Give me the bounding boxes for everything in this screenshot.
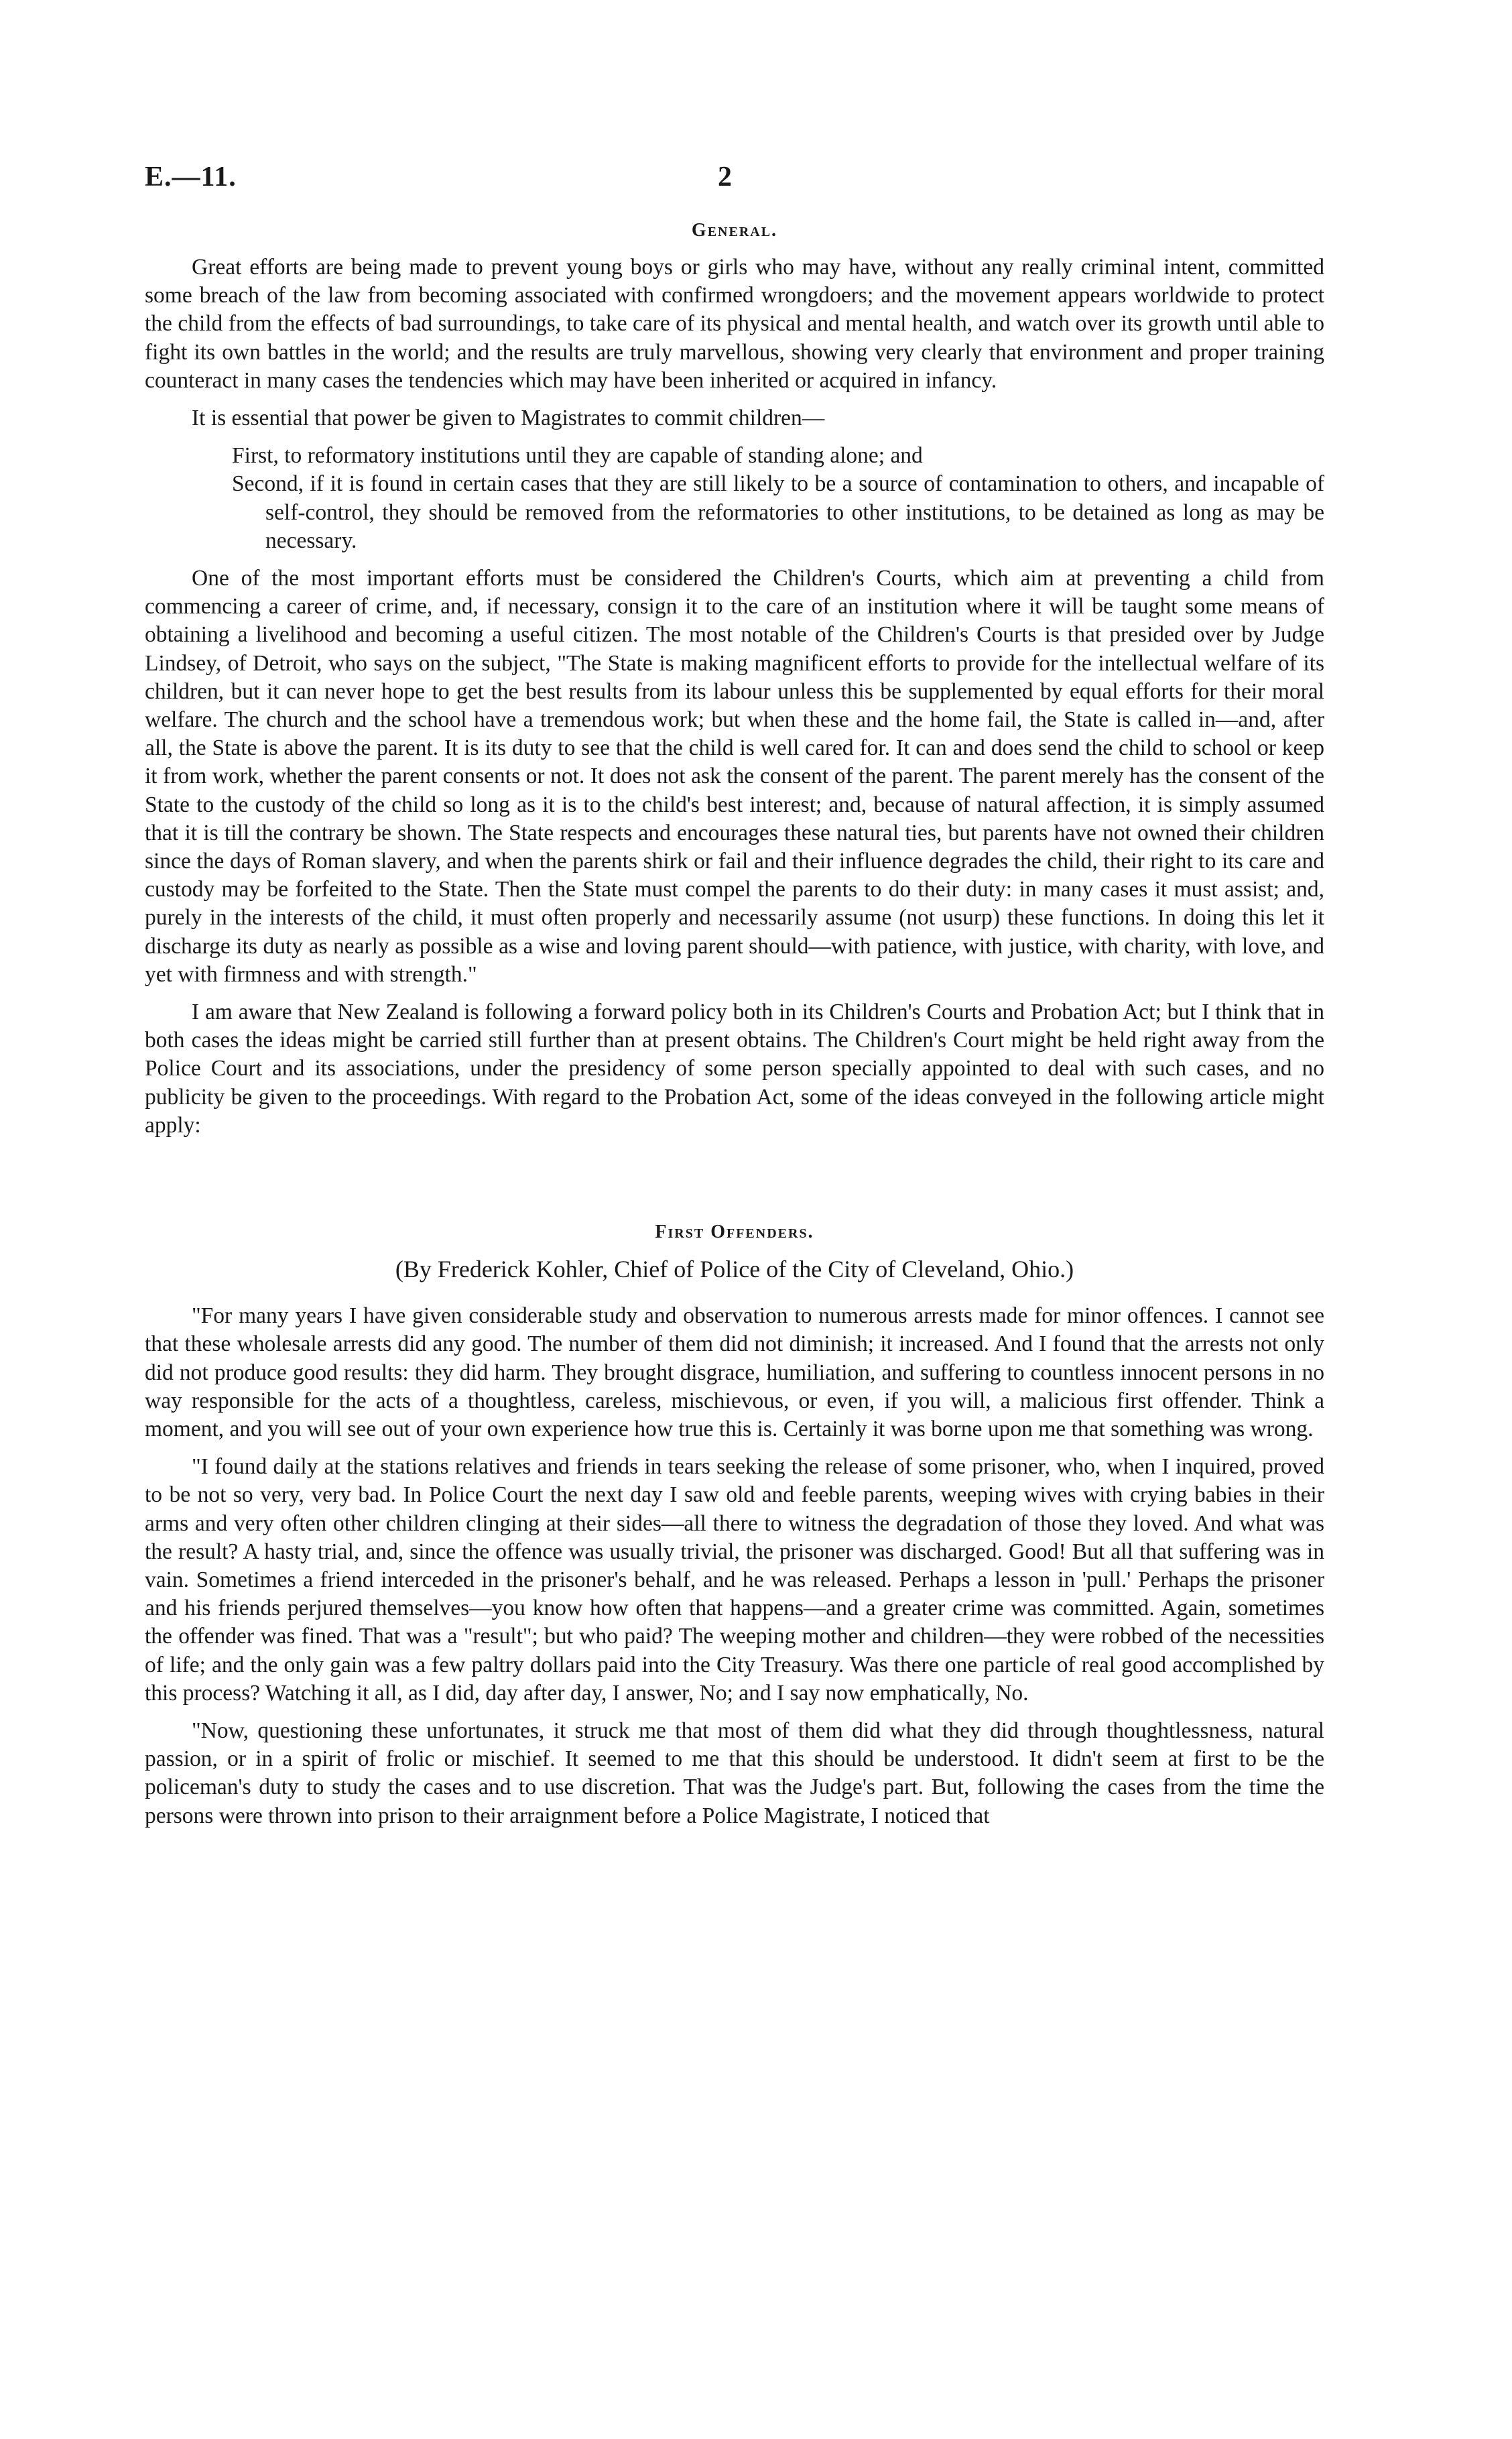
section-spacer [145, 1149, 1324, 1209]
commit-children-list [145, 442, 1324, 555]
general-paragraph-1: Great efforts are being made to prevent young boys or girls who may have, without any really criminal intent, committed some breach of the law from becoming associated with confirmed wrongdoers; and the movement appears worldwide to protect the child from the effects of bad surroundings, to take care of its physical and mental health, and watch over its growth until able to fight its own battles in the world; and the results are truly marvellous, showing very clearly that environment and proper training counteract in many cases the tendencies which may have been inherited or acquired in infancy. [145, 255, 1324, 393]
section-heading-general: General. [691, 220, 778, 241]
general-paragraph-4: I am aware that New Zealand is following a forward policy both in its Children's Courts and Probation Act; but I think that in both cases the ideas might be carried still further than at present obtains. The Children's Court might be held right away from the Police Court and its associations, under the presidency of some person specially appointed to deal with such cases, and no publicity be given to the proceedings. With regard to the Probation Act, some of the ideas conveyed in the following article might apply: [145, 1000, 1324, 1138]
document-reference: E.—11. [145, 162, 237, 192]
first-offenders-paragraph-2: "I found daily at the stations relatives and friends in tears seeking the release of some prisoner, who, when I inquired, proved to be not so very, very bad. In Police Court the next day I saw old and feeble parents, weeping wives with crying babies in their arms and very often other children clinging at their sides—all there to witness the degradation of those they loved. And what was the result? A hasty trial, and, since the offence was usually trivial, the prisoner was discharged. Good! But all that suffering was in vain. Sometimes a friend interceded in the prisoner's behalf, and he was released. Perhaps a lesson in 'pull.' Perhaps the prisoner and his friends perjured themselves—you know how often that happens—and a greater crime was committed. Again, sometimes the offender was fined. That was a "result"; but who paid? The weeping mother and children—they were robbed of the necessities of life; and the only gain was a few paltry dollars paid into the City Treasury. Was there one particle of real good accomplished by this process? Watching it all, as I did, day after day, I answer, No; and I say now emphatically, No. [145, 1454, 1324, 1706]
list-item: First, to reformatory institutions until they are capable of standing alone; and [232, 443, 923, 469]
document-page [145, 161, 1324, 1840]
general-paragraph-2: It is essential that power be given to Magistrates to commit children— [192, 406, 825, 431]
page-header [145, 161, 1324, 208]
page-number: 2 [718, 162, 732, 192]
section-heading-first-offenders: First Offenders. [655, 1222, 814, 1243]
general-paragraph-3: One of the most important efforts must be considered the Children's Courts, which aim at preventing a child from commencing a career of crime, and, if necessary, consign it to the care of an institution where it will be taught some means of obtaining a livelihood and becoming a useful citizen. The most notable of the Children's Courts is that presided over by Judge Lindsey, of Detroit, who says on the subject, "The State is making magnificent efforts to provide for the intellectual welfare of its children, but it can never hope to get the best results from its labour unless this be supplemented by equal efforts for their moral welfare. The church and the school have a tremendous work; but when these and the home fail, the State is called in—and, after all, the State is above the parent. It is its duty to see that the child is well cared for. It can and does send the child to school or keep it from work, whether the parent consents or not. It does not ask the consent of the parent. The parent merely has the consent of the State to the custody of the child so long as it is to the child's best interest; and, because of natural affection, it is simply assumed that it is till the contrary be shown. The State respects and encourages these natural ties, but parents have not owned their children since the days of Roman slavery, and when the parents shirk or fail and their influence degrades the child, their right to its care and custody may be forfeited to the State. Then the State must compel the parents to do their duty: in many cases it must assist; and, purely in the interests of the child, it must often properly and necessarily assume (not usurp) these functions. In doing this let it discharge its duty as nearly as possible as a wise and loving parent should—with patience, with justice, with charity, with love, and yet with firmness and with strength." [145, 566, 1324, 987]
article-byline: (By Frederick Kohler, Chief of Police of the City of Cleveland, Ohio.) [395, 1256, 1074, 1283]
list-item: Second, if it is found in certain cases that they are still likely to be a source of contamination to others, and incapable of self-control, they should be removed from the reformatories to other institutions, to be detained as long as may be necessary. [232, 471, 1324, 553]
first-offenders-paragraph-1: "For many years I have given considerable study and observation to numerous arrests made for minor offences. I cannot see that these wholesale arrests did any good. The number of them did not diminish; it increased. And I found that the arrests not only did not produce good results: they did harm. They brought disgrace, humiliation, and suffering to countless innocent persons in no way responsible for the acts of a thoughtless, careless, mischievous, or even, if you will, a malicious first offender. Think a moment, and you will see out of your own experience how true this is. Certainly it was borne upon me that something was wrong. [145, 1303, 1324, 1441]
first-offenders-paragraph-3: "Now, questioning these unfortunates, it struck me that most of them did what they did through thoughtlessness, natural passion, or in a spirit of frolic or mischief. It seemed to me that this should be understood. It didn't seem at first to be the policeman's duty to study the cases and to use discretion. That was the Judge's part. But, following the cases from the time the persons were thrown into prison to their arraignment before a Police Magistrate, I noticed that [145, 1718, 1324, 1828]
